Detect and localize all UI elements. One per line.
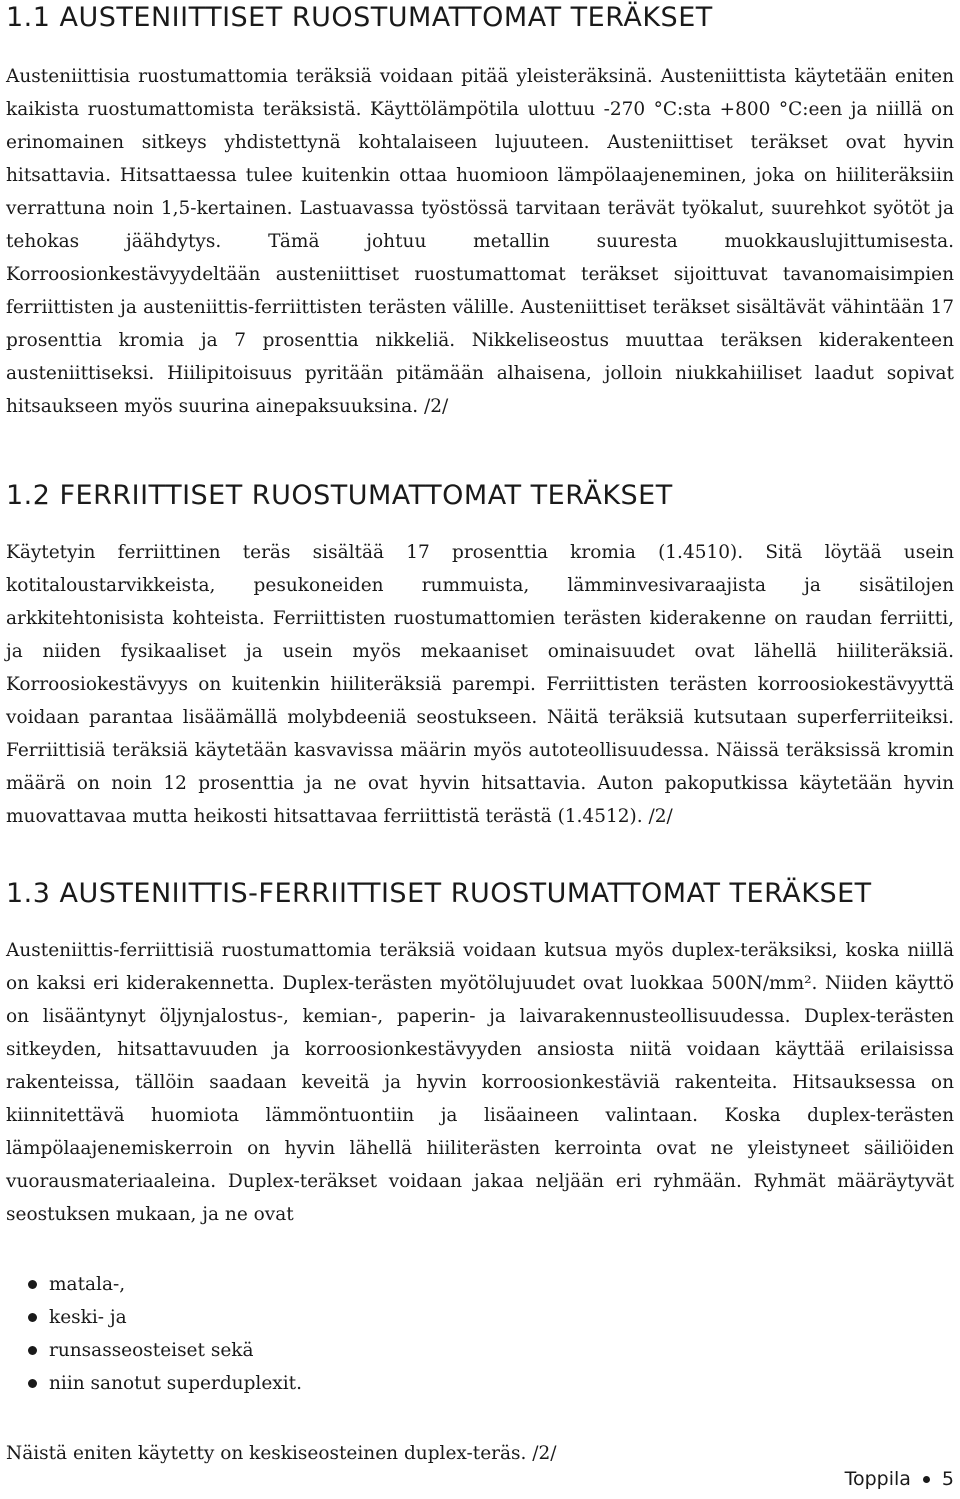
section-body-duplex: Austeniittis-ferriittisiä ruostumattomia teräksiä voidaan kutsua myös duplex-teräksiksi, koska niillä on kaksi eri kiderakennetta. Duplex-terästen myötölujuudet ovat luokkaa 500N/mm². Niiden käyttö on lisääntynyt öljynjalostus-, kemian-, paperin- ja laivarakennusteollisuudessa. Duplex-terästen sitkeyden, hitsattavuuden ja korroosionkestävyyden ansiosta niitä voidaan käyttää erilaisissa rakenteissa, tällöin saadaan keveitä ja hyvin korroosionkestäviä rakenteita. Hitsauksessa on kiinnitettävä huomiota lämmöntuontiin ja lisäaineen valintaan. Koska duplex-terästen lämpölaajenemiskerroin on hyvin lähellä hiiliterästen kerrointa ovat ne yleistyneet säiliöiden vuorausmateriaaleina. Duplex-teräkset voidaan jakaa neljään eri ryhmään. Ryhmät määräytyvät seostuksen mukaan, ja ne ovat [6, 940, 954, 1225]
bullet-icon [28, 1313, 37, 1322]
duplex-group-list [28, 1268, 302, 1400]
list-item-label: matala-, [49, 1274, 126, 1295]
bullet-icon [28, 1280, 37, 1289]
section-body-ferritic: Käytetyin ferriittinen teräs sisältää 17 prosenttia kromia (1.4510). Sitä löytää usein kotitaloustarvikkeista, pesukoneiden rummuista, lämminvesivaraajista ja sisätilojen arkkitehtonisista kohteista. Ferriittisten ruostumattomien terästen kiderakenne on raudan ferriitti, ja niiden fysikaaliset ja usein myös mekaaniset ominaisuudet ovat lähellä hiiliteräksiä. Korroosiokestävyys on kuitenkin hiiliteräksiä parempi. Ferriittisten terästen korroosiokestävyyttä voidaan parantaa lisäämällä molybdeeniä seostukseen. Näitä teräksiä kutsutaan superferriiteiksi. Ferriittisiä teräksiä käytetään kasvavissa määrin myös autoteollisuudessa. Näissä teräksissä kromin määrä on noin 12 prosenttia ja ne ovat hyvin hitsattavia. Auton pakoputkissa käytetään hyvin muovattavaa mutta heikosti hitsattavaa ferriittistä terästä (1.4512). /2/ [6, 542, 954, 827]
list-item-label: niin sanotut superduplexit. [49, 1373, 302, 1394]
section-body-austenitic: Austeniittisia ruostumattomia teräksiä voidaan pitää yleisteräksinä. Austeniittista käytetään eniten kaikista ruostumattomista teräksistä. Käyttölämpötila ulottuu -270 °C:sta +800 °C:een ja niillä on erinomainen sitkeys yhdistettynä kohtalaiseen lujuuteen. Austeniittiset teräkset ovat hyvin hitsattavia. Hitsattaessa tulee kuitenkin ottaa huomioon lämpölaajeneminen, joka on hiiliteräksiin verrattuna noin 1,5-kertainen. Lastuavassa työstössä tarvitaan terävät työkalut, suurehkot syötöt ja tehokas jäähdytys. Tämä johtuu metallin suuresta muokkauslujittumisesta. Korroosionkestävyydeltään austeniittiset ruostumattomat teräkset sijoittuvat tavanomaisimpien ferriittisten ja austeniittis-ferriittisten terästen välille. Austeniittiset teräkset sisältävät vähintään 17 prosenttia kromia ja 7 prosenttia nikkeliä. Nikkeliseostus muuttaa teräksen kiderakenteen austeniittiseksi. Hiilipitoisuus pyritään pitämään alhaisena, jolloin niukkahiiliset laadut sopivat hitsaukseen myös suurina ainepaksuuksina. /2/ [6, 66, 954, 417]
list-item-label: runsasseosteiset sekä [49, 1340, 254, 1361]
separator-dot-icon [923, 1476, 930, 1483]
section-heading-duplex: 1.3 AUSTENIITTIS-FERRIITTISET RUOSTUMATTOMAT TERÄKSET [6, 878, 872, 909]
section-heading-austenitic: 1.1 AUSTENIITTISET RUOSTUMATTOMAT TERÄKSET [6, 2, 713, 33]
bullet-icon [28, 1346, 37, 1355]
page-footer [845, 1468, 954, 1490]
bullet-icon [28, 1379, 37, 1388]
list-item [28, 1301, 302, 1334]
list-item [28, 1268, 302, 1301]
section-heading-ferritic: 1.2 FERRIITTISET RUOSTUMATTOMAT TERÄKSET [6, 480, 673, 511]
footer-author: Toppila [844, 1468, 911, 1490]
page-number: 5 [941, 1468, 954, 1490]
list-item [28, 1367, 302, 1400]
list-item [28, 1334, 302, 1367]
list-item-label: keski- ja [49, 1307, 127, 1328]
closing-sentence: Näistä eniten käytetty on keskiseosteinen duplex-teräs. /2/ [6, 1443, 557, 1464]
